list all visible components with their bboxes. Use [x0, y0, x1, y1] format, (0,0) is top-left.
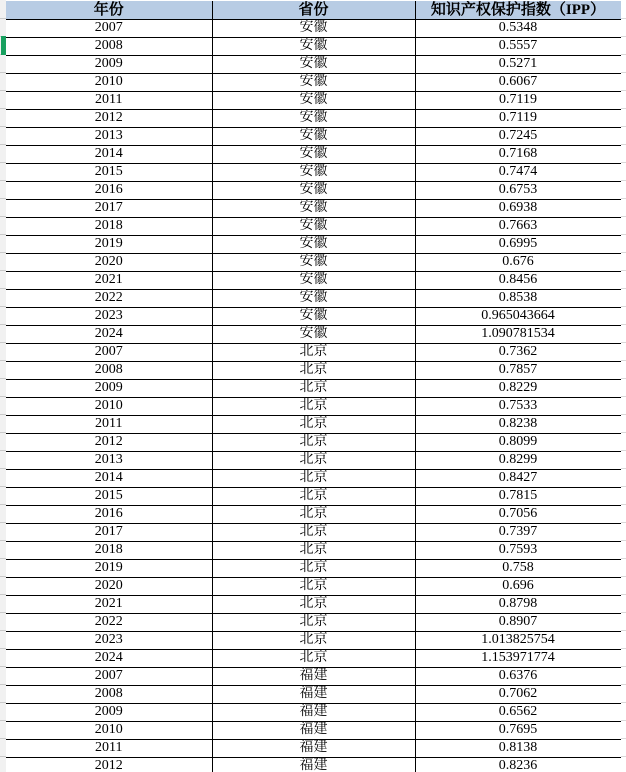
cell-ipp[interactable]: 0.7168: [415, 145, 621, 163]
cell-year[interactable]: 2019: [6, 559, 212, 577]
cell-ipp[interactable]: 0.6995: [415, 235, 621, 253]
cell-province[interactable]: 安徽: [212, 235, 415, 253]
cell-year[interactable]: 2022: [6, 289, 212, 307]
cell-ipp[interactable]: 0.5557: [415, 37, 621, 55]
cell-province[interactable]: 北京: [212, 595, 415, 613]
cell-ipp[interactable]: 0.5348: [415, 19, 621, 37]
cell-year[interactable]: 2012: [6, 109, 212, 127]
table-row: [6, 433, 621, 451]
cell-province[interactable]: 安徽: [212, 217, 415, 235]
table-row: [6, 253, 621, 271]
cell-year[interactable]: 2012: [6, 433, 212, 451]
table-row: [6, 505, 621, 523]
cell-year[interactable]: 2016: [6, 181, 212, 199]
cell-year[interactable]: 2016: [6, 505, 212, 523]
header-province[interactable]: 省份: [212, 1, 415, 19]
header-ipp[interactable]: 知识产权保护指数（IPP）: [415, 1, 621, 19]
cell-ipp[interactable]: 0.7695: [415, 721, 621, 739]
table-row: [6, 343, 621, 361]
cell-province[interactable]: 北京: [212, 559, 415, 577]
cell-province[interactable]: 安徽: [212, 55, 415, 73]
table-row: [6, 703, 621, 721]
cell-ipp[interactable]: 0.6376: [415, 667, 621, 685]
cell-year[interactable]: 2024: [6, 325, 212, 343]
table-row: [6, 289, 621, 307]
cell-province[interactable]: 安徽: [212, 199, 415, 217]
table-row: [6, 541, 621, 559]
table-row: [6, 91, 621, 109]
cell-province[interactable]: 福建: [212, 685, 415, 703]
cell-year[interactable]: 2011: [6, 91, 212, 109]
cell-province[interactable]: 北京: [212, 631, 415, 649]
cell-province[interactable]: 安徽: [212, 73, 415, 91]
cell-ipp[interactable]: 0.8907: [415, 613, 621, 631]
cell-province[interactable]: 福建: [212, 667, 415, 685]
cell-ipp[interactable]: 0.7533: [415, 397, 621, 415]
cell-province[interactable]: 北京: [212, 505, 415, 523]
table-row: [6, 361, 621, 379]
data-table: [6, 1, 622, 772]
cell-province[interactable]: 福建: [212, 703, 415, 721]
cell-year[interactable]: 2013: [6, 451, 212, 469]
cell-year[interactable]: 2020: [6, 577, 212, 595]
cell-province[interactable]: 北京: [212, 523, 415, 541]
cell-ipp[interactable]: 0.6562: [415, 703, 621, 721]
cell-ipp[interactable]: 0.965043664: [415, 307, 621, 325]
table-row: [6, 487, 621, 505]
cell-year[interactable]: 2007: [6, 343, 212, 361]
cell-year[interactable]: 2010: [6, 721, 212, 739]
cell-ipp[interactable]: 0.7119: [415, 109, 621, 127]
table-row: [6, 127, 621, 145]
cell-ipp[interactable]: 0.676: [415, 253, 621, 271]
cell-year[interactable]: 2008: [6, 37, 212, 55]
cell-ipp[interactable]: 0.6938: [415, 199, 621, 217]
cell-province[interactable]: 福建: [212, 757, 415, 772]
table-row: [6, 55, 621, 73]
table-row: [6, 217, 621, 235]
cell-year[interactable]: 2021: [6, 271, 212, 289]
cell-province[interactable]: 安徽: [212, 307, 415, 325]
cell-year[interactable]: 2019: [6, 235, 212, 253]
table-row: [6, 145, 621, 163]
cell-ipp[interactable]: 0.7397: [415, 523, 621, 541]
adjacent-column-sliver: [621, 0, 626, 772]
cell-ipp[interactable]: 0.7062: [415, 685, 621, 703]
table-row: [6, 37, 621, 55]
cell-ipp[interactable]: 0.8427: [415, 469, 621, 487]
cell-year[interactable]: 2007: [6, 19, 212, 37]
cell-year[interactable]: 2009: [6, 55, 212, 73]
cell-ipp[interactable]: 0.8099: [415, 433, 621, 451]
cell-ipp[interactable]: 0.7119: [415, 91, 621, 109]
table-row: [6, 631, 621, 649]
cell-province[interactable]: 北京: [212, 487, 415, 505]
table-row: [6, 739, 621, 757]
table-row: [6, 559, 621, 577]
table-row: [6, 73, 621, 91]
cell-year[interactable]: 2014: [6, 469, 212, 487]
cell-ipp[interactable]: 0.7362: [415, 343, 621, 361]
table-row: [6, 469, 621, 487]
cell-year[interactable]: 2012: [6, 757, 212, 772]
table-row: [6, 19, 621, 37]
cell-ipp[interactable]: 1.153971774: [415, 649, 621, 667]
table-row: [6, 307, 621, 325]
cell-province[interactable]: 安徽: [212, 163, 415, 181]
cell-ipp[interactable]: 0.8229: [415, 379, 621, 397]
cell-province[interactable]: 北京: [212, 451, 415, 469]
table-row: [6, 721, 621, 739]
table-row: [6, 199, 621, 217]
cell-province[interactable]: 北京: [212, 541, 415, 559]
table-row: [6, 397, 621, 415]
cell-year[interactable]: 2023: [6, 631, 212, 649]
cell-province[interactable]: 安徽: [212, 127, 415, 145]
cell-year[interactable]: 2024: [6, 649, 212, 667]
table-row: [6, 109, 621, 127]
cell-year[interactable]: 2011: [6, 415, 212, 433]
cell-province[interactable]: 安徽: [212, 325, 415, 343]
cell-ipp[interactable]: 0.8538: [415, 289, 621, 307]
cell-province[interactable]: 安徽: [212, 109, 415, 127]
table-row: [6, 163, 621, 181]
cell-province[interactable]: 北京: [212, 361, 415, 379]
table-row: [6, 415, 621, 433]
cell-ipp[interactable]: 0.7593: [415, 541, 621, 559]
cell-year[interactable]: 2011: [6, 739, 212, 757]
table-body: [6, 19, 621, 772]
cell-ipp[interactable]: 0.8236: [415, 757, 621, 772]
cell-province[interactable]: 北京: [212, 433, 415, 451]
cell-province[interactable]: 安徽: [212, 91, 415, 109]
header-year[interactable]: 年份: [6, 1, 212, 19]
cell-ipp[interactable]: 0.7474: [415, 163, 621, 181]
cell-ipp[interactable]: 0.7056: [415, 505, 621, 523]
table-row: [6, 595, 621, 613]
table-row: [6, 649, 621, 667]
table-row: [6, 757, 621, 772]
cell-ipp[interactable]: 1.090781534: [415, 325, 621, 343]
cell-year[interactable]: 2023: [6, 307, 212, 325]
cell-province[interactable]: 安徽: [212, 19, 415, 37]
cell-province[interactable]: 安徽: [212, 253, 415, 271]
cell-year[interactable]: 2015: [6, 487, 212, 505]
cell-ipp[interactable]: 0.8138: [415, 739, 621, 757]
cell-ipp[interactable]: 0.6753: [415, 181, 621, 199]
cell-year[interactable]: 2017: [6, 199, 212, 217]
cell-year[interactable]: 2020: [6, 253, 212, 271]
cell-year[interactable]: 2015: [6, 163, 212, 181]
table-row: [6, 235, 621, 253]
cell-year[interactable]: 2008: [6, 361, 212, 379]
cell-year[interactable]: 2009: [6, 703, 212, 721]
cell-province[interactable]: 安徽: [212, 145, 415, 163]
cell-province[interactable]: 北京: [212, 415, 415, 433]
cell-ipp[interactable]: 0.696: [415, 577, 621, 595]
cell-province[interactable]: 安徽: [212, 37, 415, 55]
cell-year[interactable]: 2018: [6, 541, 212, 559]
table-row: [6, 523, 621, 541]
table-row: [6, 271, 621, 289]
cell-province[interactable]: 北京: [212, 649, 415, 667]
table-row: [6, 667, 621, 685]
cell-ipp[interactable]: 1.013825754: [415, 631, 621, 649]
cell-year[interactable]: 2021: [6, 595, 212, 613]
table-row: [6, 577, 621, 595]
cell-year[interactable]: 2014: [6, 145, 212, 163]
cell-province[interactable]: 北京: [212, 397, 415, 415]
cell-ipp[interactable]: 0.7245: [415, 127, 621, 145]
cell-ipp[interactable]: 0.8798: [415, 595, 621, 613]
cell-province[interactable]: 福建: [212, 739, 415, 757]
table-row: [6, 181, 621, 199]
cell-ipp[interactable]: 0.8456: [415, 271, 621, 289]
table-row: [6, 613, 621, 631]
table-row: [6, 325, 621, 343]
cell-ipp[interactable]: 0.8299: [415, 451, 621, 469]
cell-year[interactable]: 2008: [6, 685, 212, 703]
cell-ipp[interactable]: 0.758: [415, 559, 621, 577]
cell-ipp[interactable]: 0.5271: [415, 55, 621, 73]
cell-province[interactable]: 北京: [212, 379, 415, 397]
cell-province[interactable]: 北京: [212, 343, 415, 361]
cell-year[interactable]: 2010: [6, 73, 212, 91]
cell-province[interactable]: 北京: [212, 613, 415, 631]
cell-year[interactable]: 2018: [6, 217, 212, 235]
cell-province[interactable]: 安徽: [212, 289, 415, 307]
cell-province[interactable]: 安徽: [212, 181, 415, 199]
cell-province[interactable]: 北京: [212, 469, 415, 487]
cell-ipp[interactable]: 0.8238: [415, 415, 621, 433]
cell-ipp[interactable]: 0.7663: [415, 217, 621, 235]
header-row: [6, 1, 621, 19]
cell-year[interactable]: 2022: [6, 613, 212, 631]
cell-year[interactable]: 2017: [6, 523, 212, 541]
table-row: [6, 451, 621, 469]
cell-province[interactable]: 北京: [212, 577, 415, 595]
cell-year[interactable]: 2009: [6, 379, 212, 397]
table-row: [6, 685, 621, 703]
cell-year[interactable]: 2013: [6, 127, 212, 145]
table-row: [6, 379, 621, 397]
cell-year[interactable]: 2010: [6, 397, 212, 415]
cell-province[interactable]: 安徽: [212, 271, 415, 289]
cell-ipp[interactable]: 0.7815: [415, 487, 621, 505]
cell-year[interactable]: 2007: [6, 667, 212, 685]
cell-province[interactable]: 福建: [212, 721, 415, 739]
cell-ipp[interactable]: 0.6067: [415, 73, 621, 91]
cell-ipp[interactable]: 0.7857: [415, 361, 621, 379]
